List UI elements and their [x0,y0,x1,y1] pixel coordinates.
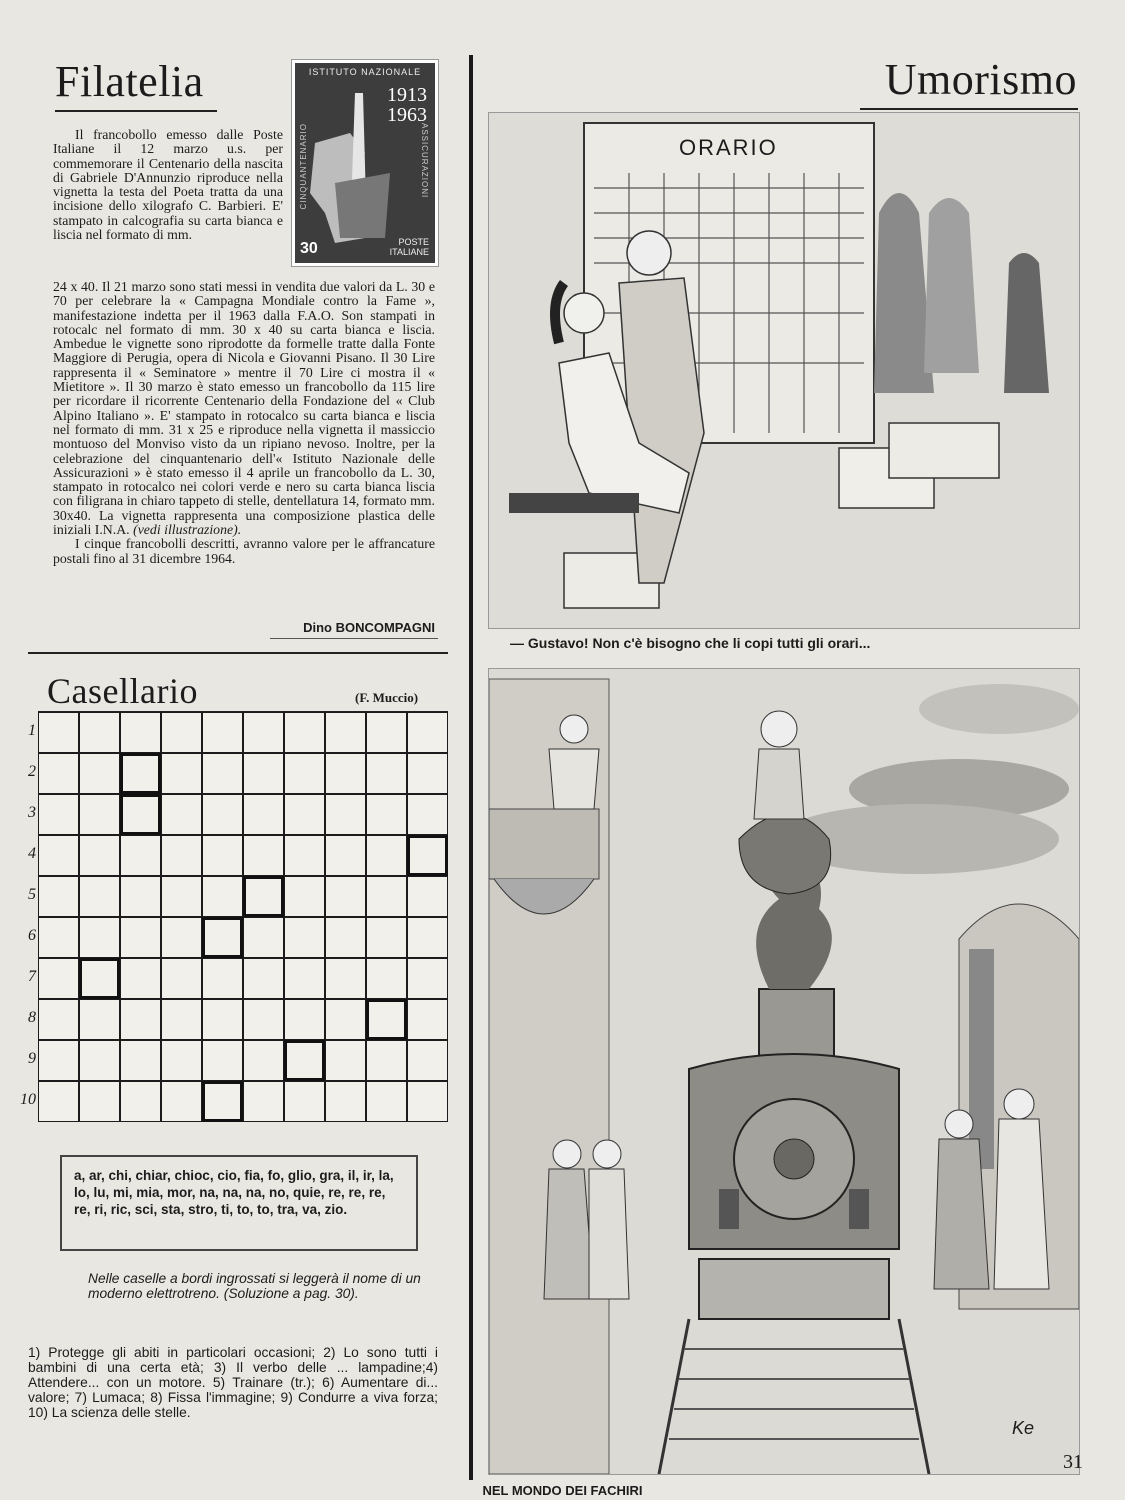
grid-cell[interactable] [243,835,284,876]
grid-cell[interactable] [161,1081,202,1122]
filatelia-paragraph-1 [53,128,283,242]
grid-cell[interactable] [38,753,79,794]
grid-cell[interactable] [284,753,325,794]
grid-cell-highlighted[interactable] [79,958,120,999]
cartoon-timetable [488,112,1080,629]
grid-cell[interactable] [38,1081,79,1122]
grid-cell[interactable] [79,876,120,917]
filatelia-title-rule [55,110,217,112]
filatelia-title: Filatelia [55,57,204,106]
grid-cell[interactable] [161,917,202,958]
row-number: 1 [28,722,36,739]
stamp-caption: CINQUANTENARIO [299,123,308,210]
grid-cell[interactable] [120,917,161,958]
grid-cell[interactable] [407,876,448,917]
grid-cell[interactable] [79,753,120,794]
grid-cell[interactable] [202,794,243,835]
grid-cell[interactable] [243,958,284,999]
grid-cell-highlighted[interactable] [284,1040,325,1081]
grid-cell[interactable] [38,958,79,999]
grid-cell[interactable] [325,1040,366,1081]
grid-cell[interactable] [38,712,79,753]
casellario-title: Casellario [47,671,198,711]
grid-cell[interactable] [325,794,366,835]
grid-cell[interactable] [202,753,243,794]
grid-cell[interactable] [79,999,120,1040]
grid-cell[interactable] [79,712,120,753]
grid-cell[interactable] [243,999,284,1040]
grid-cell[interactable] [38,876,79,917]
grid-cell-highlighted[interactable] [243,876,284,917]
grid-cell[interactable] [161,999,202,1040]
grid-cell-highlighted[interactable] [202,1081,243,1122]
row-number: 2 [28,763,36,780]
row-number: 9 [28,1050,36,1067]
grid-cell[interactable] [38,999,79,1040]
casellario-note: Nelle caselle a bordi ingrossati si leggerà il nome di un moderno elettrotreno. (Soluzione a pag. 30). [88,1271,421,1301]
grid-cell[interactable] [325,753,366,794]
grid-cell[interactable] [243,712,284,753]
grid-cell[interactable] [202,835,243,876]
grid-cell-highlighted[interactable] [407,835,448,876]
row-number: 6 [28,927,36,944]
grid-cell[interactable] [120,958,161,999]
grid-cell[interactable] [407,753,448,794]
grid-cell[interactable] [243,1040,284,1081]
grid-cell[interactable] [202,876,243,917]
crossword-grid [38,712,448,1122]
casellario-clues: 1) Protegge gli abiti in particolari occasioni; 2) Lo sono tutti i bambini di una certa età; 3) Il verbo delle ... lampadine;4) Attendere... con un motore. 5) Trainare (tr.); 6) Aumentare di... valore; 7) Lumaca; 8) Fissa l'immagine; 9) Condurre a viva forza; 10) La scienza delle stelle. [28,1345,438,1420]
grid-cell[interactable] [325,712,366,753]
grid-cell[interactable] [161,835,202,876]
grid-cell[interactable] [38,1040,79,1081]
grid-cell[interactable] [243,753,284,794]
cartoon1-caption: — Gustavo! Non c'è bisogno che li copi tutti gli orari... [510,635,871,651]
grid-cell[interactable] [284,999,325,1040]
artist-signature: Ke [1011,1418,1034,1438]
grid-cell[interactable] [325,876,366,917]
cartoon2-caption: NEL MONDO DEI FACHIRI [482,1483,643,1498]
grid-cell[interactable] [366,917,407,958]
grid-cell[interactable] [161,876,202,917]
row-number: 5 [28,886,36,903]
paragraph-2-text: 24 x 40. Il 21 marzo sono stati messi in vendita due valori da L. 30 e 70 per celebrare la « Campagna Mondiale contro la Fame », manifestazione indetta per il 1963 dalla F.A.O. Son stampati in rotocalc nel formato di mm. 30 x 40 su carta bianca e liscia. Ambedue le vignette sono riprodotte da formelle tratte dalla Fonte Maggiore di Perugia, opera di Nicola e Giovanni Pisano. Il 30 Lire rappresenta il « Seminatore » mentre il 70 Lire ci mostra il « Mietitore ». Il 30 marzo è stato emesso un francobollo da 115 lire per ricordare il ricorrente Centenario della Fondazione del « Club Alpino Italiano ». E' stampato in rotocalco su carta bianca e liscia nel formato di mm. 31 x 25 e riproduce nella vignetta il massiccio montuoso del Monviso visto da un ripiano nevoso. Inoltre, per la celebrazione del cinquantenario dell'« Istituto Nazionale delle Assicurazioni » è stato emesso il 4 aprile un francobollo da L. 30, stampato in rotocalco nei colori verde e nero su carta bianca liscia con filigrana in chiaro tappeto di stelle, dentellatura 14, formato mm. 30x40. La vignetta rappresenta una composizione plastica delle iniziali I.N.A. [53,279,435,538]
grid-cell-highlighted[interactable] [120,794,161,835]
filatelia-author: Dino BONCOMPAGNI [303,620,435,635]
stamp-bottom-text: POSTE ITALIANE [389,237,429,257]
paragraph-3-text: I cinque francobolli descritti, avranno valore per le affrancature postali fino al 31 dicembre 1964. [53,536,435,566]
cartoon-fakir [488,668,1080,1475]
grid-cell[interactable] [120,876,161,917]
fakir-drawing [489,669,1079,1474]
grid-cell[interactable] [366,958,407,999]
grid-cell[interactable] [366,1040,407,1081]
grid-cell[interactable] [38,917,79,958]
grid-cell[interactable] [79,1081,120,1122]
stamp-side-text: ASSICURAZIONI [420,123,429,199]
ina-stamp-image [292,60,438,266]
grid-cell[interactable] [202,999,243,1040]
grid-cell[interactable] [202,712,243,753]
grid-cell[interactable] [366,876,407,917]
grid-cell[interactable] [161,712,202,753]
grid-cell-highlighted[interactable] [120,753,161,794]
grid-cell[interactable] [284,958,325,999]
paragraph-1-text: Il francobollo emesso dalle Poste Italiane il 12 marzo u.s. per commemorare il Centenario della nascita di Gabriele D'Annunzio riproduce nella vignetta la testa del Poeta tratta da una incisione dello xilografo C. Barbieri. E' stampato in calcografia su carta bianca e liscia nel formato di mm. [53,127,283,243]
grid-cell[interactable] [407,917,448,958]
grid-cell[interactable] [79,835,120,876]
grid-cell[interactable] [284,712,325,753]
grid-cell[interactable] [407,1081,448,1122]
grid-cell[interactable] [325,1081,366,1122]
syllables-box: a, ar, chi, chiar, chioc, cio, fia, fo, glio, gra, il, ir, la, lo, lu, mi, mia, mor, na, na, na, no, quie, re, re, re, re, ri, ric, sci, sta, stro, ti, to, to, tra, va, zio. [60,1155,418,1251]
grid-cell[interactable] [120,1081,161,1122]
paragraph-2-italic: (vedi illustrazione). [133,522,242,538]
stamp-years: 1913 1963 [387,84,427,126]
grid-cell[interactable] [284,1081,325,1122]
row-number: 8 [28,1009,36,1026]
filatelia-paragraph-2 [53,280,435,566]
row-number: 10 [20,1091,36,1108]
grid-cell-highlighted[interactable] [366,999,407,1040]
casellario-author: (F. Muccio) [355,690,419,705]
grid-cell[interactable] [284,835,325,876]
grid-cell[interactable] [120,835,161,876]
orario-sign: ORARIO [679,135,778,160]
grid-cell[interactable] [284,876,325,917]
grid-cell[interactable] [79,917,120,958]
row-number: 3 [28,804,36,821]
grid-cell[interactable] [120,1040,161,1081]
grid-cell[interactable] [120,712,161,753]
grid-cell[interactable] [325,999,366,1040]
grid-cell[interactable] [407,712,448,753]
grid-cell[interactable] [407,958,448,999]
grid-cell[interactable] [202,1040,243,1081]
row-number: 7 [28,968,36,985]
grid-cell[interactable] [161,794,202,835]
grid-cell[interactable] [161,958,202,999]
umorismo-title-rule [860,108,1078,110]
grid-cell[interactable] [38,794,79,835]
grid-cell[interactable] [407,999,448,1040]
umorismo-title: Umorismo [884,55,1077,104]
grid-cell[interactable] [366,1081,407,1122]
grid-cell[interactable] [366,835,407,876]
grid-cell[interactable] [407,794,448,835]
grid-cell[interactable] [243,1081,284,1122]
grid-cell[interactable] [284,917,325,958]
grid-cell[interactable] [38,835,79,876]
author-rule [270,638,438,639]
grid-cell[interactable] [366,753,407,794]
grid-cell[interactable] [407,1040,448,1081]
timetable-drawing [489,113,1079,628]
stamp-value: 30 [300,240,318,257]
grid-cell[interactable] [325,835,366,876]
section-divider [28,652,448,654]
grid-cell[interactable] [79,794,120,835]
grid-cell[interactable] [284,794,325,835]
grid-cell[interactable] [325,958,366,999]
grid-cell[interactable] [120,999,161,1040]
paragraph-2-wrap [53,280,435,537]
column-divider [469,55,473,1480]
grid-cell[interactable] [243,794,284,835]
grid-cell[interactable] [79,1040,120,1081]
row-number: 4 [28,845,36,862]
grid-cell[interactable] [161,1040,202,1081]
grid-cell-highlighted[interactable] [202,917,243,958]
grid-cell[interactable] [325,917,366,958]
grid-cell[interactable] [243,917,284,958]
page-number: 31 [1063,1451,1083,1473]
grid-cell[interactable] [366,794,407,835]
grid-cell[interactable] [202,958,243,999]
grid-cell[interactable] [161,753,202,794]
grid-cell[interactable] [366,712,407,753]
stamp-top-text: ISTITUTO NAZIONALE [308,67,422,77]
